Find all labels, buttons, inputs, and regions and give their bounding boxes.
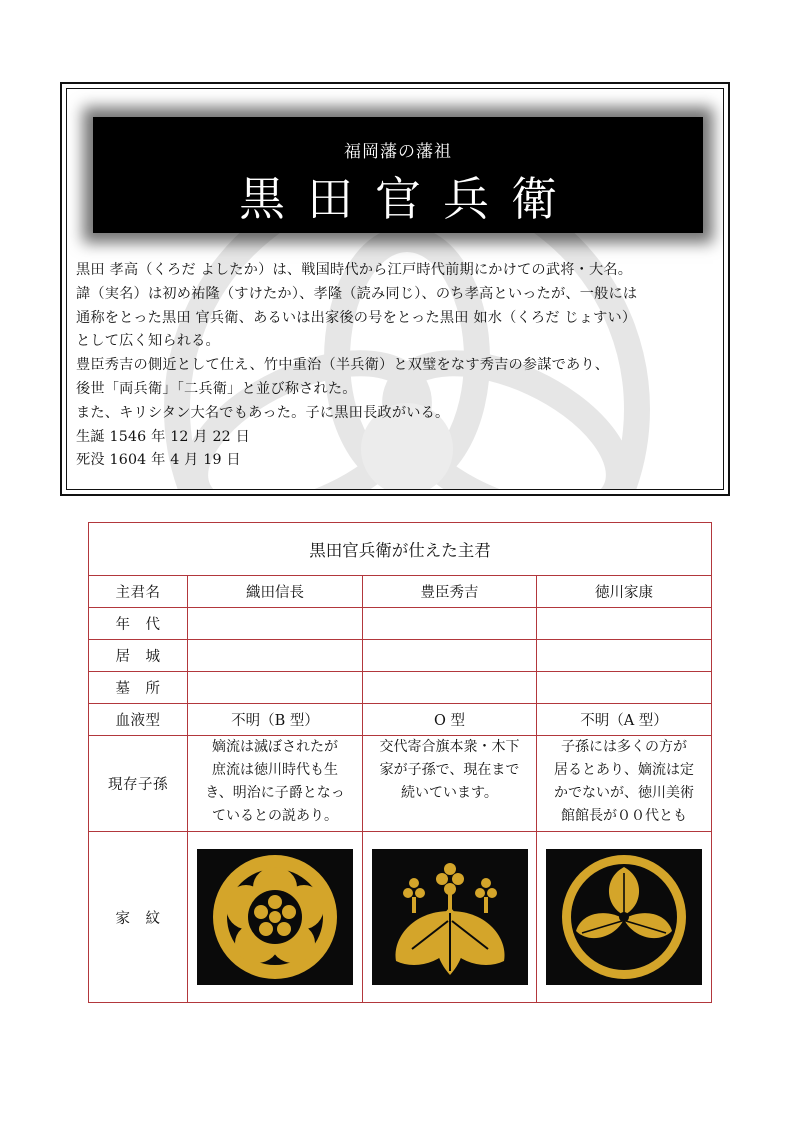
row-label: 主君名 [89,576,188,608]
banner-title: 黒田官兵衛 [239,172,579,226]
descendant-cell [537,736,712,832]
descendant-line: ているとの説あり。 [212,808,338,824]
table-row [89,608,712,640]
bio-death: 死没 1604 年 4 月 19 日 [76,452,241,469]
blood-type-cell: 不明（B 型） [188,704,363,736]
descendant-line: 子孫には多くの方が [561,739,687,755]
lord-name: 徳川家康 [537,576,712,608]
row-label: 家 紋 [89,832,188,1003]
descendant-line: 続いています。 [401,785,498,801]
table-cell [363,608,537,640]
bio-line: 諱（実名）は初め祐隆（すけたか）、孝隆（読み同じ）、のち孝高といったが、一般には [76,285,638,302]
table-row [89,704,712,736]
row-label: 現存子孫 [89,736,188,832]
crest-cell [363,832,537,1003]
descendant-line: 館館長が００代とも [561,808,687,824]
profile-card [60,82,730,496]
bio-birth: 生誕 1546 年 12 月 22 日 [76,428,251,445]
descendant-line: かでないが、徳川美術 [554,785,694,801]
blood-type-cell: O 型 [363,704,537,736]
table-title: 黒田官兵衛が仕えた主君 [89,523,712,576]
descendant-line: き、明治に子爵となっ [205,785,345,801]
biography-text [76,259,715,473]
banner-subtitle: 福岡藩の藩祖 [344,142,452,162]
oda-mokko-crest-icon [197,849,353,985]
descendant-line: 嫡流は滅ぼされたが [212,739,338,755]
table-cell [188,672,363,704]
toyotomi-kiri-crest-icon [372,849,528,985]
profile-card-inner [66,88,724,490]
lords-table [88,522,712,1003]
descendant-line: 居るとあり、嫡流は定 [554,762,694,778]
crest-cell [188,832,363,1003]
table-cell [537,608,712,640]
row-label: 居 城 [89,640,188,672]
bio-line: また、キリシタン大名でもあった。子に黒田長政がいる。 [76,404,450,421]
table-cell [188,608,363,640]
crest-cell [537,832,712,1003]
table-cell [363,672,537,704]
table-row [89,832,712,1003]
row-label: 血液型 [89,704,188,736]
descendant-cell [188,736,363,832]
table-cell [537,640,712,672]
tokugawa-aoi-crest-icon [546,849,702,985]
bio-line: 豊臣秀吉の側近として仕え、竹中重治（半兵衛）と双璧をなす秀吉の参謀であり、 [76,357,610,374]
descendant-line: 家が子孫で、現在まで [379,762,520,778]
table-cell [363,640,537,672]
lord-name: 織田信長 [188,576,363,608]
descendant-line: 庶流は徳川時代も生 [212,762,338,778]
table-cell [188,640,363,672]
descendant-cell [363,736,537,832]
row-label: 墓 所 [89,672,188,704]
bio-line: 黒田 孝高（くろだ よしたか）は、戦国時代から江戸時代前期にかけての武将・大名。 [76,262,633,278]
bio-line: として広く知られる。 [76,333,220,350]
lord-name: 豊臣秀吉 [363,576,537,608]
table-cell [537,672,712,704]
bio-line: 通称をとった黒田 官兵衛、あるいは出家後の号をとった黒田 如水（くろだ じょすい） [76,309,637,326]
blood-type-cell: 不明（A 型） [537,704,712,736]
descendant-line: 交代寄合旗本衆・木下 [379,739,520,755]
table-row [89,640,712,672]
table-row [89,672,712,704]
title-banner [93,117,703,233]
table-row [89,576,712,608]
table-row [89,736,712,832]
bio-line: 後世「両兵衛」「二兵衛」と並び称された。 [76,380,357,397]
row-label: 年 代 [89,608,188,640]
